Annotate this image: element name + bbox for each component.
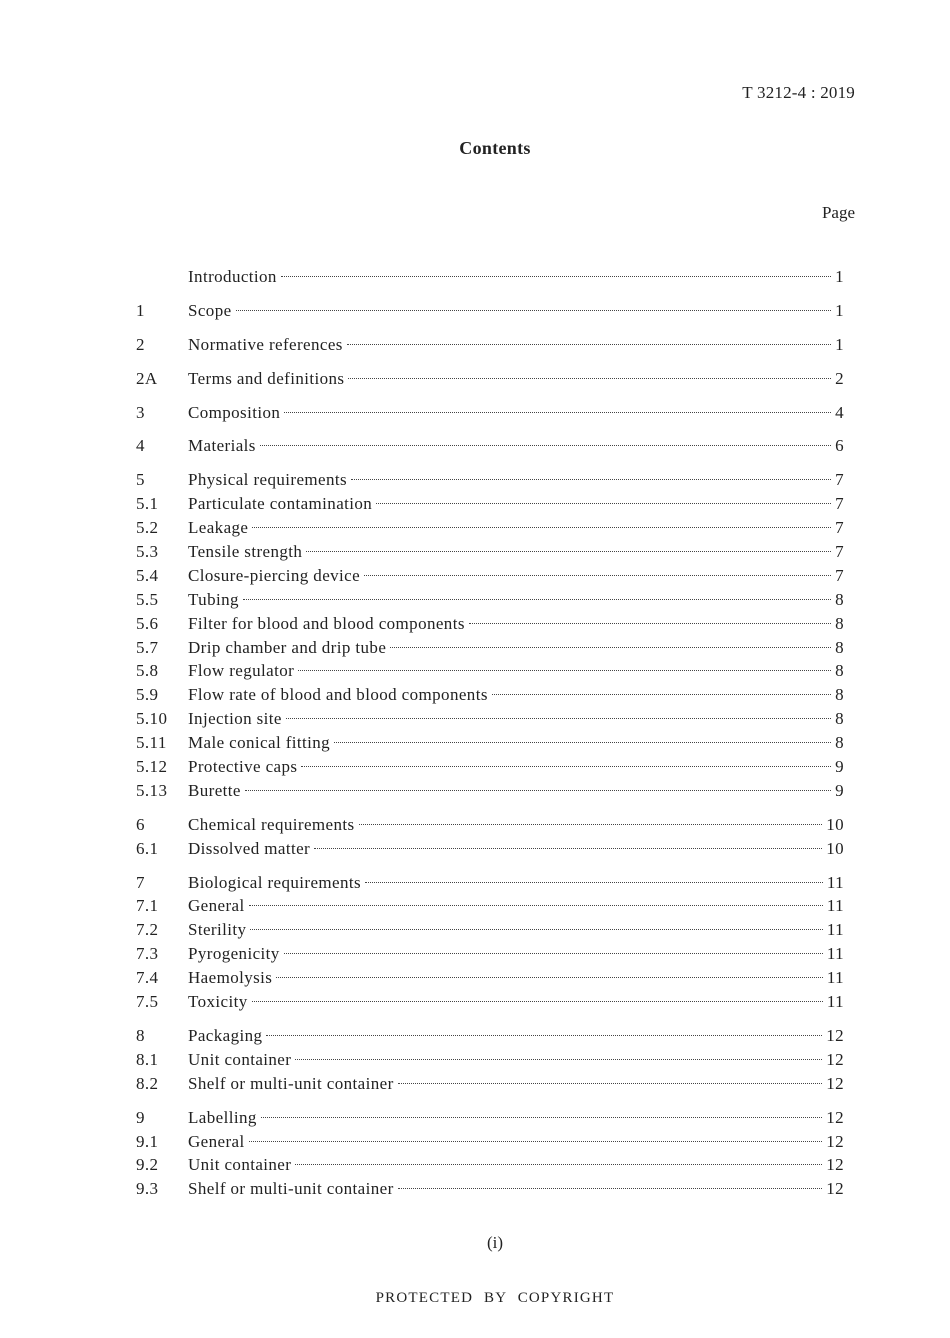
toc-entry-page: 12 [826,1073,844,1093]
toc-entry-page: 8 [835,709,844,729]
dot-leader [284,412,831,413]
toc-entry-page: 11 [826,944,844,964]
toc-entry-page: 11 [826,872,844,892]
toc-group [136,265,844,289]
toc-entry-title: Introduction [188,267,277,286]
toc-entry-number: 3 [136,402,145,422]
toc-entry-number: 9.2 [136,1155,159,1175]
toc-entry-page: 7 [835,518,844,538]
toc-entry-title: Flow rate of blood and blood components [188,685,488,705]
toc-entry-title: Physical requirements [188,470,348,490]
toc-entry[interactable] [136,659,844,683]
toc-entry-page: 11 [826,896,844,916]
toc-entry-title: Tensile strength [188,542,303,562]
dot-leader [359,824,823,825]
toc-entry[interactable] [136,871,844,895]
toc-entry-title: Leakage [188,518,249,538]
toc-entry-title: Composition [188,402,281,422]
dot-leader [348,378,831,379]
toc-entry[interactable] [136,990,844,1014]
toc-entry-page: 9 [835,780,844,800]
toc-entry-title: Unit container [188,1155,292,1175]
toc-entry-page: 8 [835,685,844,705]
dot-leader [250,929,822,930]
toc-entry-title: General [188,1131,245,1151]
toc-group [136,299,844,323]
dot-leader [306,551,831,552]
toc-entry[interactable] [136,731,844,755]
toc-entry-title: Shelf or multi-unit container [188,1073,394,1093]
dot-leader [314,848,822,849]
toc-entry[interactable] [136,492,844,516]
toc-entry[interactable] [136,401,844,425]
toc-entry[interactable] [136,636,844,660]
toc-entry-page: 7 [835,565,844,585]
toc-entry-page: 7 [835,542,844,562]
toc-entry-title: Packaging [188,1025,263,1045]
toc-entry-page: 8 [835,661,844,681]
dot-leader [376,503,831,504]
toc-entry-number: 7.1 [136,896,159,916]
toc-group [136,1106,844,1202]
toc-entry-page: 8 [835,733,844,753]
toc-entry-page: 8 [835,613,844,633]
dot-leader [260,445,831,446]
page-title: Contents [459,138,531,158]
dot-leader [351,479,831,480]
toc-entry-number: 8.2 [136,1073,159,1093]
toc-entry-number: 2 [136,334,145,354]
toc-entry-number: 5.11 [136,733,167,753]
toc-entry[interactable] [136,1106,844,1130]
toc-entry[interactable] [136,1153,844,1177]
toc-entry-page: 4 [835,402,844,422]
dot-leader [398,1188,823,1189]
toc-entry-title: Injection site [188,709,282,729]
toc-entry[interactable] [136,516,844,540]
toc-entry-page: 2 [835,368,844,388]
toc-entry[interactable] [136,612,844,636]
toc-entry-title: Chemical requirements [188,814,355,834]
toc-entry[interactable] [136,1024,844,1048]
toc-entry-page: 8 [835,637,844,657]
toc-entry-page: 12 [826,1155,844,1175]
toc-entry[interactable] [136,1048,844,1072]
toc-entry[interactable] [136,837,844,861]
toc-entry[interactable] [136,333,844,357]
table-of-contents [136,265,844,1211]
toc-entry-title: General [188,896,245,916]
toc-group [136,813,844,861]
toc-entry[interactable] [136,564,844,588]
toc-entry-title: Particulate contamination [188,494,373,514]
toc-entry-number: 5.8 [136,661,159,681]
toc-entry-number: 6 [136,814,145,834]
toc-entry-number: 5.2 [136,518,159,538]
dot-leader [236,310,832,311]
toc-entry-title: Sterility [188,920,247,940]
toc-group [136,367,844,391]
toc-entry[interactable] [136,813,844,837]
dot-leader [298,670,831,671]
toc-entry-title: Terms and definitions [188,368,345,388]
dot-leader [249,905,823,906]
toc-entry-title: Toxicity [188,992,248,1012]
toc-entry-number: 5 [136,470,145,490]
toc-entry-title: Haemolysis [188,968,273,988]
dot-leader [364,575,831,576]
toc-entry[interactable] [136,1130,844,1154]
dot-leader [347,344,831,345]
toc-entry-number: 2A [136,368,158,388]
toc-entry-title: Pyrogenicity [188,944,280,964]
dot-leader [261,1117,822,1118]
toc-entry-number: 7.3 [136,944,159,964]
toc-entry-number: 7.5 [136,992,159,1012]
toc-entry-title: Scope [188,300,232,320]
toc-entry-page: 11 [826,920,844,940]
toc-entry-number: 8 [136,1025,145,1045]
toc-entry-page: 7 [835,470,844,490]
toc-entry-number: 5.3 [136,542,159,562]
footer-page-number: (i) [486,1233,504,1252]
dot-leader [295,1164,822,1165]
toc-entry-number: 5.5 [136,589,159,609]
toc-entry-title: Filter for blood and blood components [188,613,465,633]
toc-entry-page: 12 [826,1049,844,1069]
toc-entry-title: Tubing [188,589,239,609]
page-column-label: Page [821,203,855,222]
toc-entry-number: 5.10 [136,709,168,729]
toc-entry-title: Unit container [188,1049,292,1069]
toc-group [136,333,844,357]
toc-entry[interactable] [136,1072,844,1096]
dot-leader [252,527,831,528]
dot-leader [252,1001,823,1002]
dot-leader [243,599,831,600]
toc-entry-title: Materials [188,436,256,456]
dot-leader [365,882,823,883]
toc-group [136,468,844,802]
toc-entry-page: 8 [835,589,844,609]
dot-leader [390,647,831,648]
toc-entry[interactable] [136,265,844,289]
standard-id: T 3212-4 : 2019 [742,83,855,102]
toc-entry[interactable] [136,434,844,458]
dot-leader [295,1059,822,1060]
toc-entry-number: 5.7 [136,637,159,657]
toc-group [136,1024,844,1096]
toc-entry[interactable] [136,588,844,612]
toc-entry-number: 5.12 [136,757,168,777]
toc-entry-number: 7 [136,872,145,892]
toc-entry-page: 12 [826,1107,844,1127]
toc-entry[interactable] [136,894,844,918]
toc-entry-number: 1 [136,300,145,320]
copyright-notice: PROTECTED BY COPYRIGHT [375,1290,615,1306]
toc-entry[interactable] [136,918,844,942]
toc-entry-number: 5.9 [136,685,159,705]
toc-entry[interactable] [136,367,844,391]
toc-entry-page: 10 [826,814,844,834]
toc-entry-number: 9.3 [136,1179,159,1199]
dot-leader [286,718,831,719]
toc-entry-page: 12 [826,1025,844,1045]
toc-entry-page: 12 [826,1131,844,1151]
dot-leader [281,276,831,277]
dot-leader [469,623,831,624]
toc-entry-title: Normative references [188,334,343,354]
toc-entry-page: 1 [835,300,844,320]
dot-leader [492,694,831,695]
dot-leader [284,953,823,954]
toc-entry[interactable] [136,683,844,707]
toc-entry-number: 9.1 [136,1131,159,1151]
toc-entry-title: Biological requirements [188,872,362,892]
toc-entry-title: Flow regulator [188,661,295,681]
toc-entry-title: Closure-piercing device [188,565,361,585]
toc-entry-number: 4 [136,436,145,456]
toc-entry-title: Labelling [188,1107,257,1127]
toc-entry-title: Burette [188,780,241,800]
toc-entry[interactable] [136,299,844,323]
dot-leader [245,790,831,791]
toc-group [136,871,844,1014]
toc-entry-title: Drip chamber and drip tube [188,637,387,657]
dot-leader [249,1141,823,1142]
toc-entry-number: 6.1 [136,838,159,858]
toc-group [136,434,844,458]
dot-leader [334,742,831,743]
toc-entry-page: 12 [826,1179,844,1199]
toc-entry[interactable] [136,966,844,990]
toc-entry[interactable] [136,755,844,779]
toc-entry[interactable] [136,779,844,803]
toc-entry-page: 1 [835,267,844,286]
toc-entry[interactable] [136,1177,844,1201]
dot-leader [398,1083,823,1084]
toc-entry[interactable] [136,942,844,966]
toc-entry-page: 1 [835,334,844,354]
toc-entry-title: Protective caps [188,757,298,777]
toc-entry-page: 6 [835,436,844,456]
toc-entry-title: Shelf or multi-unit container [188,1179,394,1199]
toc-entry-number: 7.2 [136,920,159,940]
toc-entry-number: 5.4 [136,565,159,585]
toc-entry-page: 11 [826,992,844,1012]
toc-entry-page: 10 [826,838,844,858]
toc-entry[interactable] [136,540,844,564]
dot-leader [301,766,831,767]
toc-group [136,401,844,425]
toc-entry-number: 5.1 [136,494,159,514]
toc-entry-number: 8.1 [136,1049,159,1069]
toc-entry-number: 5.6 [136,613,159,633]
toc-entry[interactable] [136,707,844,731]
toc-entry-page: 9 [835,757,844,777]
toc-entry-title: Male conical fitting [188,733,331,753]
toc-entry-number: 9 [136,1107,145,1127]
toc-entry[interactable] [136,468,844,492]
dot-leader [276,977,823,978]
toc-entry-title: Dissolved matter [188,838,311,858]
dot-leader [266,1035,822,1036]
toc-entry-number: 5.13 [136,780,168,800]
toc-entry-page: 11 [826,968,844,988]
toc-entry-number: 7.4 [136,968,159,988]
toc-entry-page: 7 [835,494,844,514]
